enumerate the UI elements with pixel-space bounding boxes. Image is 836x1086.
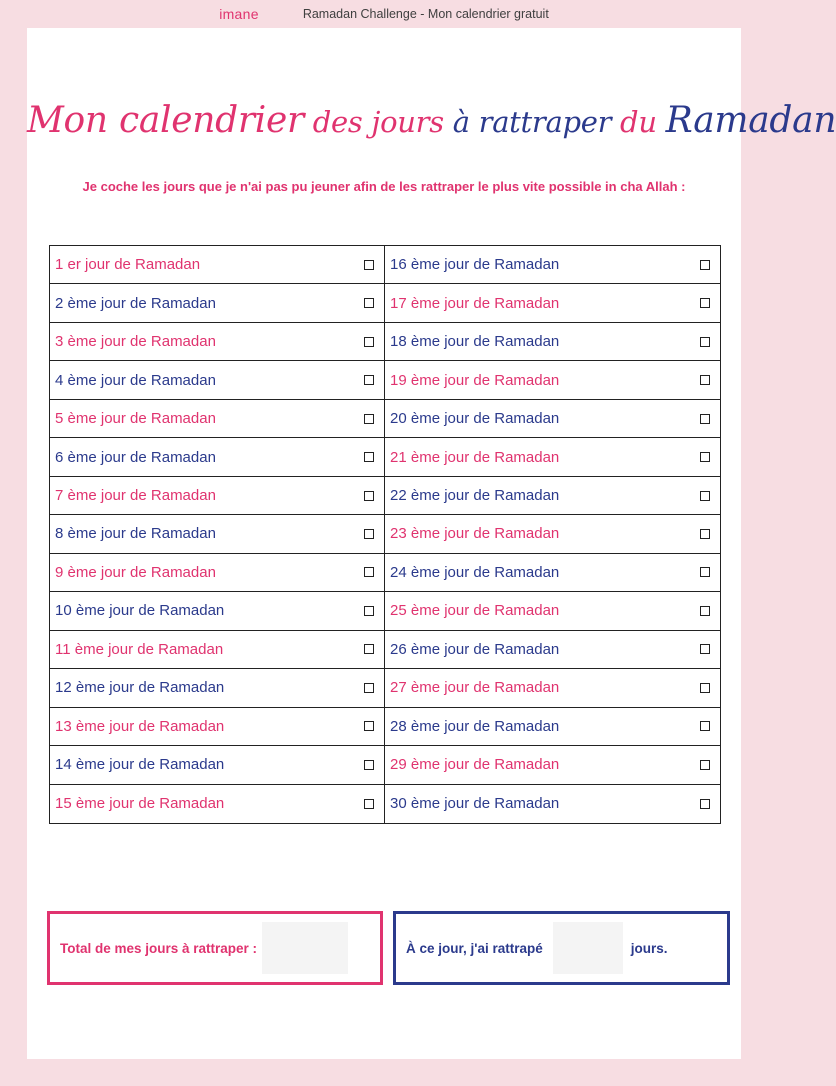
- title-part-2: des jours: [303, 105, 453, 139]
- day-checkbox[interactable]: [364, 721, 374, 731]
- page-title: [27, 100, 836, 141]
- day-row: [385, 669, 720, 707]
- day-checkbox[interactable]: [364, 375, 374, 385]
- day-label: 12 ème jour de Ramadan: [55, 679, 225, 697]
- day-checkbox[interactable]: [364, 260, 374, 270]
- day-checkbox[interactable]: [700, 529, 710, 539]
- day-row: [385, 361, 720, 399]
- day-row: [50, 361, 385, 399]
- day-label: 27 ème jour de Ramadan: [390, 679, 560, 697]
- day-checkbox[interactable]: [700, 799, 710, 809]
- day-label: 21 ème jour de Ramadan: [390, 448, 560, 466]
- total-days-input[interactable]: [262, 922, 348, 974]
- day-row: [50, 554, 385, 592]
- day-row: [50, 515, 385, 553]
- day-label: 28 ème jour de Ramadan: [390, 717, 560, 735]
- day-checkbox[interactable]: [364, 452, 374, 462]
- header-title: Ramadan Challenge - Mon calendrier gratuit: [302, 7, 549, 21]
- day-label: 19 ème jour de Ramadan: [390, 371, 560, 389]
- day-row: [385, 477, 720, 515]
- total-label: Total de mes jours à rattraper :: [60, 940, 258, 956]
- day-row: [50, 669, 385, 707]
- day-checkbox[interactable]: [700, 260, 710, 270]
- day-checkbox[interactable]: [364, 799, 374, 809]
- day-row: [50, 477, 385, 515]
- day-checkbox[interactable]: [364, 606, 374, 616]
- day-checkbox[interactable]: [700, 337, 710, 347]
- day-label: 30 ème jour de Ramadan: [390, 795, 560, 813]
- day-row: [385, 592, 720, 630]
- day-label: 3 ème jour de Ramadan: [55, 333, 216, 351]
- day-row: [385, 246, 720, 284]
- title-part-1: Mon calendrier: [27, 100, 304, 141]
- day-checkbox[interactable]: [364, 529, 374, 539]
- day-checkbox[interactable]: [700, 644, 710, 654]
- day-label: 13 ème jour de Ramadan: [55, 717, 225, 735]
- day-row: [385, 400, 720, 438]
- day-label: 25 ème jour de Ramadan: [390, 602, 560, 620]
- day-checkbox[interactable]: [364, 298, 374, 308]
- caught-up-prefix: À ce jour, j'ai rattrapé: [406, 940, 543, 956]
- day-row: [50, 746, 385, 784]
- day-row: [50, 631, 385, 669]
- day-label: 23 ème jour de Ramadan: [390, 525, 560, 543]
- title-part-3: à rattraper: [452, 105, 612, 139]
- day-checkbox[interactable]: [364, 491, 374, 501]
- day-checkbox[interactable]: [700, 606, 710, 616]
- day-checkbox[interactable]: [700, 683, 710, 693]
- title-part-4: du: [611, 105, 666, 139]
- day-row: [50, 785, 385, 823]
- day-row: [50, 284, 385, 322]
- day-label: 15 ème jour de Ramadan: [55, 795, 225, 813]
- caught-up-box: [393, 911, 730, 985]
- day-row: [50, 400, 385, 438]
- day-row: [50, 708, 385, 746]
- calendar-sheet: [27, 28, 836, 1059]
- day-checkbox[interactable]: [364, 414, 374, 424]
- day-row: [50, 246, 385, 284]
- day-row: [385, 631, 720, 669]
- total-box: [47, 911, 383, 985]
- day-row: [50, 323, 385, 361]
- day-label: 8 ème jour de Ramadan: [55, 525, 216, 543]
- day-checkbox[interactable]: [700, 491, 710, 501]
- caught-up-suffix: jours.: [630, 940, 668, 956]
- day-checkbox[interactable]: [364, 337, 374, 347]
- title-part-5: Ramadan: [665, 100, 836, 141]
- caught-up-days-input[interactable]: [553, 922, 623, 974]
- day-checkbox[interactable]: [700, 298, 710, 308]
- day-checkbox[interactable]: [364, 683, 374, 693]
- day-checkbox[interactable]: [700, 414, 710, 424]
- day-label: 14 ème jour de Ramadan: [55, 756, 225, 774]
- day-label: 18 ème jour de Ramadan: [390, 333, 560, 351]
- day-label: 6 ème jour de Ramadan: [55, 448, 216, 466]
- day-label: 10 ème jour de Ramadan: [55, 602, 225, 620]
- day-label: 17 ème jour de Ramadan: [390, 294, 560, 312]
- day-label: 1 er jour de Ramadan: [55, 256, 201, 274]
- day-label: 4 ème jour de Ramadan: [55, 371, 216, 389]
- day-row: [385, 323, 720, 361]
- top-bar: [0, 0, 768, 28]
- day-label: 29 ème jour de Ramadan: [390, 756, 560, 774]
- day-label: 5 ème jour de Ramadan: [55, 410, 216, 428]
- day-row: [385, 708, 720, 746]
- day-checkbox[interactable]: [364, 760, 374, 770]
- day-checkbox[interactable]: [364, 644, 374, 654]
- day-checkbox[interactable]: [364, 567, 374, 577]
- day-row: [50, 592, 385, 630]
- day-checkbox[interactable]: [700, 375, 710, 385]
- day-label: 2 ème jour de Ramadan: [55, 294, 216, 312]
- day-checkbox[interactable]: [700, 760, 710, 770]
- day-row: [385, 554, 720, 592]
- day-row: [50, 438, 385, 476]
- day-row: [385, 785, 720, 823]
- day-checkbox[interactable]: [700, 721, 710, 731]
- brand-logo: imane: [219, 6, 259, 22]
- day-row: [385, 438, 720, 476]
- day-label: 11 ème jour de Ramadan: [55, 640, 224, 658]
- day-label: 26 ème jour de Ramadan: [390, 640, 560, 658]
- day-label: 22 ème jour de Ramadan: [390, 487, 560, 505]
- day-row: [385, 515, 720, 553]
- day-label: 24 ème jour de Ramadan: [390, 563, 560, 581]
- day-row: [385, 746, 720, 784]
- day-row: [385, 284, 720, 322]
- day-label: 7 ème jour de Ramadan: [55, 487, 216, 505]
- instruction-text: Je coche les jours que je n'ai pas pu jeuner afin de les rattraper le plus vite possible in cha Allah :: [82, 179, 686, 194]
- day-grid: [49, 245, 721, 824]
- day-checkbox[interactable]: [700, 452, 710, 462]
- day-label: 9 ème jour de Ramadan: [55, 563, 216, 581]
- day-checkbox[interactable]: [700, 567, 710, 577]
- day-label: 20 ème jour de Ramadan: [390, 410, 560, 428]
- day-label: 16 ème jour de Ramadan: [390, 256, 560, 274]
